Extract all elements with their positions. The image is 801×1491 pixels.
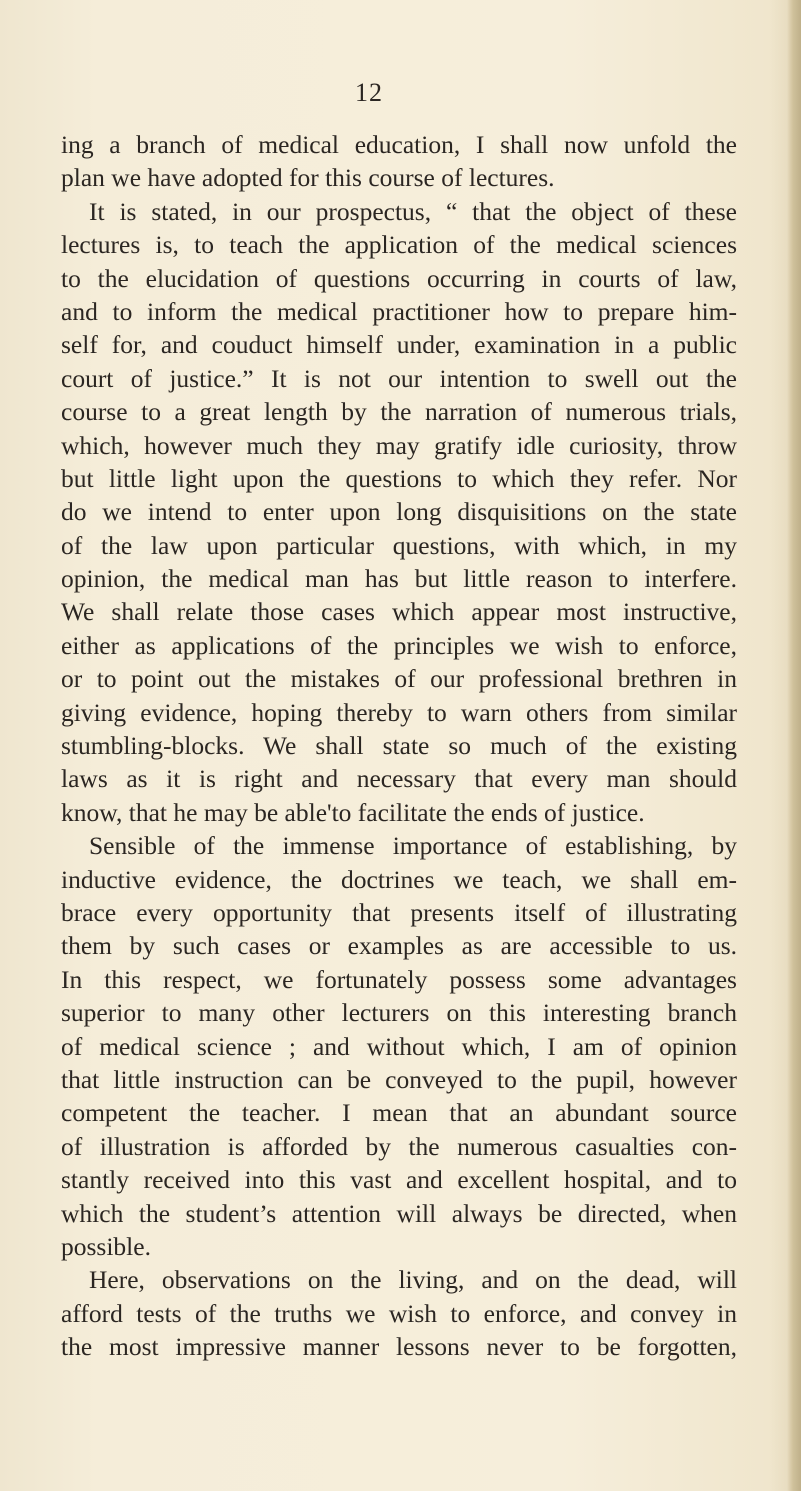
text-line: do we intend to enter upon long disquisitions on the state bbox=[61, 497, 737, 527]
text-line: competent the teacher. I mean that an abundant source bbox=[61, 1098, 737, 1128]
text-line: It is stated, in our prospectus, “ that the object of these bbox=[89, 196, 737, 226]
text-line: Sensible of the immense importance of establishing, by bbox=[89, 831, 737, 861]
text-line: of the law upon particular questions, with which, in my bbox=[61, 530, 737, 560]
text-line: lectures is, to teach the application of the medical sciences bbox=[61, 230, 737, 260]
text-line: stumbling-blocks. We shall state so much of the existing bbox=[61, 731, 737, 761]
text-line: superior to many other lecturers on this interesting branch bbox=[61, 998, 737, 1028]
text-line: but little light upon the questions to which they refer. Nor bbox=[61, 463, 737, 493]
text-line: ing a branch of medical education, I shall now unfold the bbox=[61, 130, 737, 159]
body-text bbox=[61, 128, 737, 1363]
text-line: of illustration is afforded by the numerous casualties con- bbox=[61, 1131, 737, 1161]
text-line: self for, and couduct himself under, examination in a public bbox=[61, 330, 737, 360]
text-line: Here, observations on the living, and on the dead, will bbox=[89, 1265, 737, 1295]
text-line: court of justice.” It is not our intention to swell out the bbox=[61, 363, 737, 393]
text-line: know, that he may be able'to facilitate the ends of justice. bbox=[61, 797, 645, 827]
text-line: inductive evidence, the doctrines we teach, we shall em- bbox=[61, 864, 737, 894]
text-line: course to a great length by the narration of numerous trials, bbox=[61, 397, 737, 427]
page-number: 12 bbox=[355, 78, 383, 107]
text-line: brace every opportunity that presents itself of illustrating bbox=[61, 897, 737, 927]
text-line: stantly received into this vast and excellent hospital, and to bbox=[61, 1165, 737, 1195]
text-line: either as applications of the principles we wish to enforce, bbox=[61, 630, 737, 660]
text-line: and to inform the medical practitioner how to prepare him- bbox=[61, 296, 737, 326]
text-line: or to point out the mistakes of our professional brethren in bbox=[61, 664, 737, 694]
page-binding-edge bbox=[787, 0, 801, 1491]
text-line: which, however much they may gratify idle curiosity, throw bbox=[61, 430, 737, 460]
text-line: to the elucidation of questions occurring in courts of law, bbox=[61, 263, 737, 293]
text-line: opinion, the medical man has but little reason to interfere. bbox=[61, 564, 737, 594]
text-line: which the student’s attention will always be directed, when bbox=[61, 1198, 737, 1228]
text-line: giving evidence, hoping thereby to warn others from similar bbox=[61, 697, 737, 727]
text-line: the most impressive manner lessons never to be forgotten, bbox=[61, 1332, 737, 1362]
text-line: afford tests of the truths we wish to enforce, and convey in bbox=[61, 1298, 737, 1328]
text-line: them by such cases or examples as are accessible to us. bbox=[61, 931, 737, 961]
text-line: plan we have adopted for this course of lectures. bbox=[61, 163, 555, 193]
text-line: In this respect, we fortunately possess some advantages bbox=[61, 964, 737, 994]
text-line: possible. bbox=[61, 1231, 151, 1261]
text-line: laws as it is right and necessary that every man should bbox=[61, 764, 737, 794]
text-line: of medical science ; and without which, I am of opinion bbox=[61, 1031, 737, 1061]
text-line: that little instruction can be conveyed to the pupil, however bbox=[61, 1064, 737, 1094]
text-line: We shall relate those cases which appear most instructive, bbox=[61, 597, 737, 627]
